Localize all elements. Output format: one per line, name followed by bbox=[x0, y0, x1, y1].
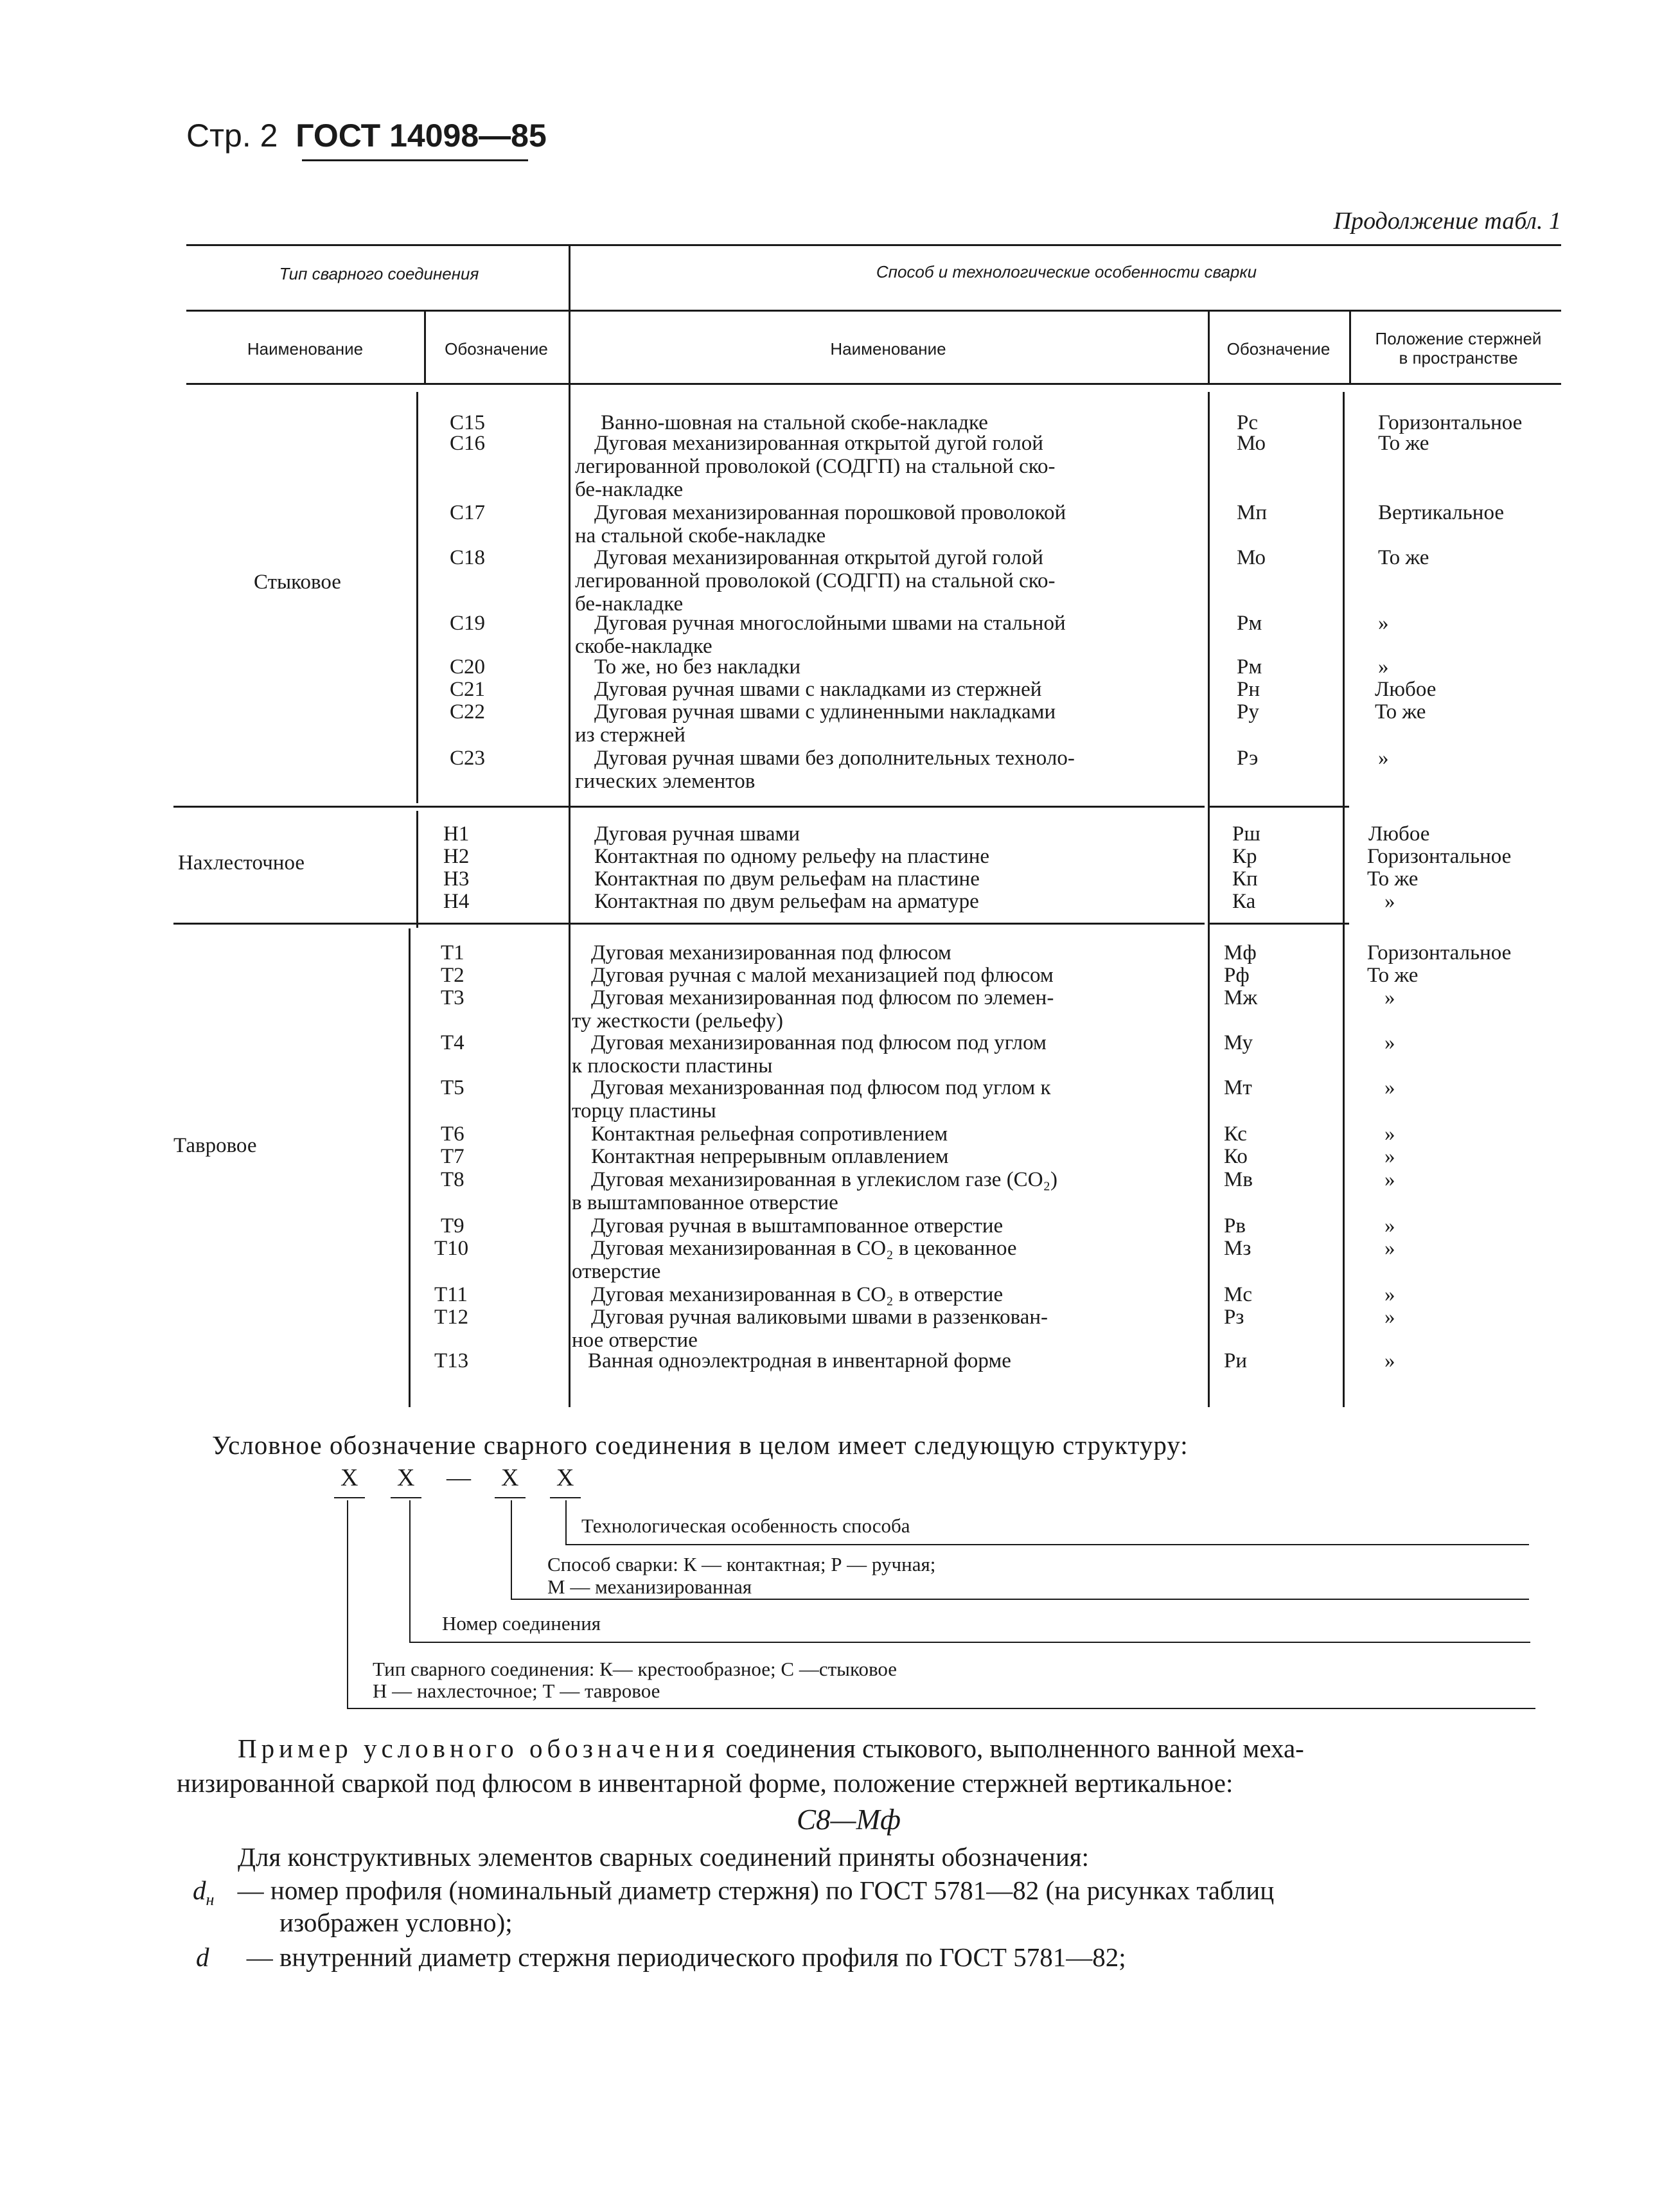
row-method-name-line: Дуговая ручная валиковыми швами в раззенкован- bbox=[591, 1306, 1048, 1329]
header-bar-position-line2: в пространстве bbox=[1399, 348, 1518, 368]
example-formula: С8—Мф bbox=[797, 1804, 901, 1836]
method-label-line2: М — механизированная bbox=[547, 1575, 752, 1598]
structure-intro: Условное обозначение сварного соединения в целом имеет следующую структуру: bbox=[212, 1430, 1189, 1460]
row-method-symbol: Кп bbox=[1232, 867, 1258, 891]
row-method-name-line: легированной проволокой (СОДГП) на стальной ско- bbox=[575, 569, 1056, 592]
header-type-designation: Обозначение bbox=[445, 339, 548, 359]
row-method-name bbox=[575, 546, 1217, 616]
row-designation: Т10 bbox=[434, 1237, 469, 1260]
row-bar-position: » bbox=[1384, 1168, 1395, 1191]
table-header-bottom-rule bbox=[186, 383, 1561, 385]
row-method-name-line: отверстие bbox=[572, 1260, 661, 1283]
header-method-group: Способ и технологические особенности сварки bbox=[876, 262, 1257, 281]
row-method-name-line: Контактная непрерывным оплавлением bbox=[591, 1145, 949, 1168]
row-method-name-line: Контактная по двум рельефам на пластине bbox=[594, 867, 980, 891]
row-method-symbol: Рф bbox=[1224, 964, 1250, 987]
row-method-name-line: То же, но без накладки bbox=[594, 655, 800, 679]
header-type-name: Наименование bbox=[247, 339, 364, 359]
row-method-name-line: Дуговая механизированная в CO₂ в отверстие bbox=[591, 1283, 1004, 1306]
d-symbol: d bbox=[196, 1942, 209, 1972]
row-bar-position: » bbox=[1384, 986, 1395, 1009]
row-method-name-line: Дуговая механизированная под флюсом bbox=[591, 941, 951, 964]
row-method-name-line: Дуговая механизированная открытой дугой голой bbox=[594, 546, 1043, 569]
row-designation: С18 bbox=[450, 546, 486, 569]
x-underline-1 bbox=[334, 1497, 365, 1498]
section-rule-lap-sym bbox=[1208, 923, 1349, 925]
row-designation: Т13 bbox=[434, 1349, 469, 1372]
row-designation: Т9 bbox=[441, 1214, 464, 1238]
row-method-name-line: гических элементов bbox=[575, 770, 756, 793]
row-method-symbol: Му bbox=[1224, 1031, 1253, 1054]
method-rule bbox=[511, 1599, 1529, 1600]
row-method-name-line: Ванная одноэлектродная в инвентарной форме bbox=[588, 1349, 1011, 1372]
row-method-name bbox=[575, 612, 1217, 658]
row-method-name-line: Дуговая механизированная порошковой проволокой bbox=[594, 501, 1066, 524]
row-method-symbol: Кс bbox=[1224, 1122, 1247, 1146]
row-method-symbol: Мп bbox=[1237, 501, 1268, 524]
row-bar-position: » bbox=[1384, 1122, 1395, 1146]
row-designation: Т8 bbox=[441, 1168, 464, 1191]
row-method-name-line: из стержней bbox=[575, 723, 685, 747]
row-bar-position: » bbox=[1384, 1283, 1395, 1306]
row-method-name bbox=[575, 700, 1217, 747]
row-bar-position: То же bbox=[1367, 867, 1419, 891]
row-method-name-line: Ванно-шовная на стальной скобе-накладке bbox=[601, 411, 988, 434]
row-designation: Т3 bbox=[441, 986, 464, 1009]
row-designation: С16 bbox=[450, 432, 486, 455]
row-designation: Н1 bbox=[443, 822, 470, 846]
row-method-name bbox=[594, 822, 1217, 846]
row-method-name bbox=[594, 867, 1217, 891]
row-bar-position: То же bbox=[1367, 964, 1419, 987]
row-method-name-line: Дуговая механизированная открытой дугой голой bbox=[594, 432, 1043, 455]
tech-feature-label: Технологическая особенность способа bbox=[581, 1514, 910, 1537]
section-rule-butt-sym bbox=[1208, 806, 1349, 808]
table-top-rule bbox=[186, 244, 1561, 246]
row-method-name bbox=[591, 1145, 1214, 1168]
row-method-name bbox=[594, 678, 1217, 701]
section-rule-butt bbox=[173, 806, 1205, 808]
table-vline-method bbox=[569, 244, 570, 1407]
row-designation: С19 bbox=[450, 612, 486, 635]
structure-dash: — bbox=[447, 1464, 471, 1491]
row-method-symbol: Мо bbox=[1237, 546, 1266, 569]
row-method-name-line: бе-накладке bbox=[575, 478, 684, 501]
row-method-name-line: Дуговая механизированная под флюсом под углом bbox=[591, 1031, 1047, 1054]
type-lap: Нахлесточное bbox=[178, 851, 305, 874]
row-designation: С17 bbox=[450, 501, 486, 524]
structure-x-method: X bbox=[501, 1464, 519, 1491]
row-method-name-line: скобе-накладке bbox=[575, 635, 712, 658]
row-method-name bbox=[575, 432, 1217, 501]
row-method-name bbox=[601, 411, 1224, 434]
row-designation: С22 bbox=[450, 700, 486, 723]
row-method-name bbox=[594, 890, 1217, 913]
row-method-name bbox=[572, 986, 1214, 1033]
row-method-name-line: Дуговая ручная в выштампованное отверстие bbox=[591, 1214, 1004, 1238]
row-method-symbol: Рс bbox=[1237, 411, 1258, 434]
row-method-symbol: Ри bbox=[1224, 1349, 1248, 1372]
row-designation: С21 bbox=[450, 678, 486, 701]
row-method-name bbox=[594, 845, 1217, 868]
designation-divider-tee bbox=[409, 928, 411, 1407]
method-label-line1: Способ сварки: К — контактная; Р — ручная; bbox=[547, 1553, 936, 1575]
row-method-name-line: бе-накладке bbox=[575, 592, 684, 616]
type-leader bbox=[347, 1500, 348, 1709]
row-method-name bbox=[591, 1283, 1214, 1306]
row-method-name-line: ное отверстие bbox=[572, 1329, 698, 1352]
row-designation: Н3 bbox=[443, 867, 470, 891]
row-bar-position: Вертикальное bbox=[1378, 501, 1505, 524]
row-designation: С15 bbox=[450, 411, 486, 434]
row-method-name bbox=[572, 1306, 1214, 1352]
structure-x-number: X bbox=[397, 1464, 415, 1491]
x-underline-2 bbox=[391, 1497, 421, 1498]
row-method-name-line: Дуговая ручная швами с накладками из стержней bbox=[594, 678, 1042, 701]
row-bar-position: То же bbox=[1375, 700, 1426, 723]
row-method-name bbox=[588, 1349, 1211, 1372]
row-method-name-line: Дуговая ручная швами с удлиненными накладками bbox=[594, 700, 1056, 723]
feature-rule bbox=[565, 1544, 1529, 1545]
definition-d bbox=[196, 1940, 1126, 1974]
d-text: — внутренний диаметр стержня периодического профиля по ГОСТ 5781—82; bbox=[246, 1942, 1126, 1972]
row-method-name bbox=[591, 1122, 1214, 1146]
row-bar-position: Любое bbox=[1375, 678, 1437, 701]
row-method-name bbox=[572, 1237, 1214, 1283]
header-bar-position bbox=[1352, 329, 1564, 368]
row-bar-position: Горизонтальное bbox=[1367, 845, 1512, 868]
row-method-symbol: Мс bbox=[1224, 1283, 1252, 1306]
type-label-line1: Тип сварного соединения: К— крестообразное; С —стыковое bbox=[373, 1658, 897, 1680]
row-method-symbol: Рэ bbox=[1237, 747, 1259, 770]
row-designation: С20 bbox=[450, 655, 486, 679]
designation-divider-lap bbox=[416, 811, 418, 928]
table-vline-header-symbol bbox=[1208, 310, 1210, 383]
row-bar-position: » bbox=[1384, 1031, 1395, 1054]
row-method-name-line: Дуговая механизрованная под флюсом под углом к bbox=[591, 1076, 1051, 1099]
row-method-symbol: Рн bbox=[1237, 678, 1260, 701]
row-method-symbol: Мт bbox=[1224, 1076, 1252, 1099]
dn-symbol: d bbox=[193, 1876, 206, 1905]
method-leader bbox=[511, 1500, 512, 1600]
row-method-name-line: к плоскости пластины bbox=[572, 1054, 773, 1078]
row-method-name bbox=[591, 964, 1214, 987]
row-method-name bbox=[591, 941, 1214, 964]
row-designation: Т7 bbox=[441, 1145, 464, 1168]
row-bar-position: » bbox=[1378, 747, 1389, 770]
row-method-symbol: Мо bbox=[1237, 432, 1266, 455]
row-designation: Т2 bbox=[441, 964, 464, 987]
row-method-name bbox=[572, 1076, 1214, 1122]
row-bar-position: » bbox=[1384, 1145, 1395, 1168]
row-designation: Т4 bbox=[441, 1031, 464, 1054]
x-underline-4 bbox=[550, 1497, 581, 1498]
section-rule-lap bbox=[173, 923, 1205, 925]
row-bar-position: » bbox=[1378, 612, 1389, 635]
row-method-name-line: на стальной скобе-накладке bbox=[575, 524, 826, 547]
row-method-name-line: Дуговая ручная многослойными швами на стальной bbox=[594, 612, 1066, 635]
row-method-name bbox=[575, 501, 1217, 547]
row-method-name-line: Дуговая механизированная в CO₂ в цекованное bbox=[591, 1237, 1017, 1260]
row-method-symbol: Рш bbox=[1232, 822, 1260, 846]
header-weld-type: Тип сварного соединения bbox=[279, 264, 479, 283]
row-designation: Т12 bbox=[434, 1306, 469, 1329]
row-method-symbol: Ко bbox=[1224, 1145, 1248, 1168]
row-method-name-line: торцу пластины bbox=[572, 1099, 716, 1122]
row-designation: С23 bbox=[450, 747, 486, 770]
row-designation: Т11 bbox=[434, 1283, 468, 1306]
row-designation: Т5 bbox=[441, 1076, 464, 1099]
example-line1 bbox=[238, 1731, 1304, 1766]
header-method-designation: Обозначение bbox=[1226, 339, 1331, 359]
row-method-name-line: Дуговая ручная швами bbox=[594, 822, 800, 846]
feature-leader bbox=[565, 1500, 567, 1545]
row-designation: Т1 bbox=[441, 941, 464, 964]
row-method-name-line: Контактная по двум рельефам на арматуре bbox=[594, 890, 979, 913]
type-butt: Стыковое bbox=[254, 571, 341, 594]
row-method-name bbox=[575, 747, 1217, 793]
page-header bbox=[186, 117, 547, 154]
row-bar-position: То же bbox=[1378, 546, 1429, 569]
row-designation: Т6 bbox=[441, 1122, 464, 1146]
row-designation: Н4 bbox=[443, 890, 470, 913]
row-bar-position: » bbox=[1384, 1237, 1395, 1260]
dn-text-line1: — номер профиля (номинальный диаметр стержня) по ГОСТ 5781—82 (на рисунках таблиц bbox=[237, 1876, 1275, 1905]
number-label: Номер соединения bbox=[442, 1612, 601, 1635]
row-method-symbol: Мз bbox=[1224, 1237, 1251, 1260]
number-leader bbox=[409, 1500, 411, 1643]
example-lead: Пример условного обозначения bbox=[238, 1734, 720, 1763]
position-divider bbox=[1343, 392, 1345, 1407]
row-bar-position: » bbox=[1384, 1076, 1395, 1099]
row-method-name-line: Дуговая ручная швами без дополнительных техноло- bbox=[594, 747, 1075, 770]
row-bar-position: Горизонтальное bbox=[1378, 411, 1523, 434]
definitions-intro: Для конструктивных элементов сварных соединений приняты обозначения: bbox=[238, 1842, 1090, 1872]
structure-x-feature: X bbox=[556, 1464, 574, 1491]
row-method-name bbox=[572, 1031, 1214, 1078]
row-method-symbol: Рм bbox=[1237, 612, 1262, 635]
row-bar-position: » bbox=[1384, 1349, 1395, 1372]
row-method-name-line: Дуговая механизированная под флюсом по элемен- bbox=[591, 986, 1054, 1009]
row-bar-position: » bbox=[1384, 1214, 1395, 1238]
row-bar-position: » bbox=[1384, 890, 1395, 913]
row-method-symbol: Рз bbox=[1224, 1306, 1244, 1329]
row-method-name-line: Дуговая ручная с малой механизацией под флюсом bbox=[591, 964, 1054, 987]
number-rule bbox=[409, 1642, 1530, 1643]
example-line2: низированной сваркой под флюсом в инвентарной форме, положение стержней вертикальное: bbox=[177, 1768, 1233, 1798]
row-method-symbol: Рм bbox=[1237, 655, 1262, 679]
header-bar-position-line1: Положение стержней bbox=[1375, 329, 1542, 348]
row-method-name-line: ту жесткости (рельефу) bbox=[572, 1009, 784, 1033]
page-number: Стр. 2 bbox=[186, 118, 278, 154]
type-tee: Тавровое bbox=[173, 1134, 257, 1157]
row-method-symbol: Кр bbox=[1232, 845, 1257, 868]
row-method-symbol: Мв bbox=[1224, 1168, 1253, 1191]
row-method-name bbox=[591, 1214, 1214, 1238]
gost-number: ГОСТ 14098—85 bbox=[296, 118, 547, 154]
example-line1-text: соединения стыкового, выполненного ванной меха- bbox=[725, 1734, 1304, 1763]
table-header-mid-rule bbox=[186, 310, 1561, 312]
row-method-symbol: Мж bbox=[1224, 986, 1258, 1009]
row-method-symbol: Мф bbox=[1224, 941, 1257, 964]
table-vline-header-designation bbox=[424, 310, 426, 383]
row-method-name bbox=[594, 655, 1217, 679]
row-bar-position: » bbox=[1384, 1306, 1395, 1329]
row-method-name-line: Контактная по одному рельефу на пластине bbox=[594, 845, 990, 868]
table-vline-header-position bbox=[1349, 310, 1351, 383]
row-bar-position: То же bbox=[1378, 432, 1429, 455]
structure-x-type: X bbox=[340, 1464, 358, 1491]
row-bar-position: Любое bbox=[1368, 822, 1430, 846]
dn-subscript: н bbox=[206, 1890, 215, 1910]
row-bar-position: » bbox=[1378, 655, 1389, 679]
row-method-name-line: Контактная рельефная сопротивлением bbox=[591, 1122, 948, 1146]
row-method-symbol: Рв bbox=[1224, 1214, 1246, 1238]
row-method-symbol: Ка bbox=[1232, 890, 1256, 913]
header-method-name: Наименование bbox=[830, 339, 946, 359]
row-method-name bbox=[572, 1168, 1214, 1214]
header-underline bbox=[302, 159, 528, 161]
x-underline-3 bbox=[495, 1497, 526, 1498]
row-method-symbol: Ру bbox=[1237, 700, 1259, 723]
type-rule bbox=[347, 1708, 1535, 1709]
table-continuation-label: Продолжение табл. 1 bbox=[1333, 208, 1561, 235]
row-method-name-line: в выштампованное отверстие bbox=[572, 1191, 838, 1214]
row-bar-position: Горизонтальное bbox=[1367, 941, 1512, 964]
dn-text-line2: изображен условно); bbox=[279, 1908, 513, 1937]
row-method-name-line: Дуговая механизированная в углекислом газе (CO₂) bbox=[591, 1168, 1058, 1191]
row-designation: Н2 bbox=[443, 845, 470, 868]
designation-divider-butt bbox=[416, 392, 418, 803]
type-label-line2: Н — нахлесточное; Т — тавровое bbox=[373, 1680, 660, 1702]
row-method-name-line: легированной проволокой (СОДГП) на стальной ско- bbox=[575, 455, 1056, 478]
